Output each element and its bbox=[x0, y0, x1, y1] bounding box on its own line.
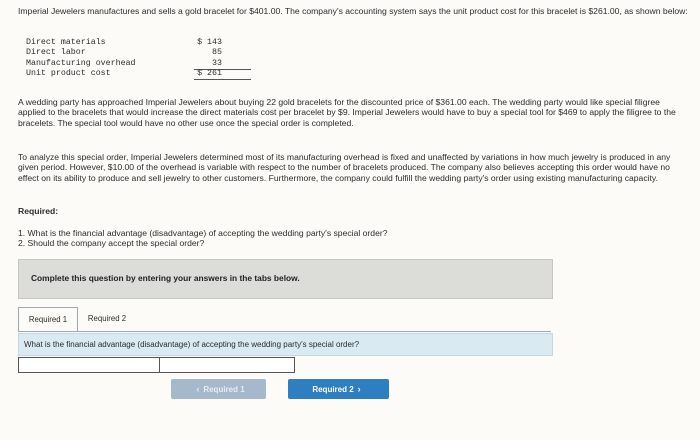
answer-label-input[interactable] bbox=[19, 362, 159, 376]
previous-required-button[interactable] bbox=[171, 379, 266, 399]
chevron-right-icon: › bbox=[357, 384, 361, 394]
instructions-text: Complete this question by entering your answers in the tabs below. bbox=[31, 273, 300, 283]
answer-label-cell bbox=[19, 358, 160, 372]
tab-divider bbox=[18, 331, 551, 332]
answer-row bbox=[18, 357, 295, 373]
cost-table bbox=[26, 38, 226, 79]
cost-label: Direct materials bbox=[26, 38, 106, 47]
answer-amount-input[interactable] bbox=[160, 362, 294, 376]
cost-label: Direct labor bbox=[26, 48, 86, 58]
next-button-label: Required 2 bbox=[312, 385, 354, 394]
problem-intro: Imperial Jewelers manufactures and sells a gold bracelet for $401.00. The company's accounting system says the unit product cost for this bracelet is $261.00, as shown below: bbox=[18, 6, 688, 16]
chevron-left-icon: ‹ bbox=[196, 384, 200, 394]
total-rule bbox=[194, 79, 251, 80]
wedding-paragraph: A wedding party has approached Imperial Jewelers about buying 22 gold bracelets for the discounted price of $361.00 each. The wedding party would like special filigree applied to the bracelets that would increase the direct materials cost per bracelet by $9. Imperial Jewelers would have to buy a special tool for $469 to apply the filigree to the bracelets. The special tool would have no other use once the special order is completed. bbox=[18, 97, 676, 128]
cost-value: 85 bbox=[212, 48, 222, 58]
next-required-button[interactable] bbox=[288, 379, 389, 399]
cost-value: $ 261 bbox=[197, 68, 222, 78]
cost-value: $ 143 bbox=[197, 38, 222, 47]
cost-row-direct-labor bbox=[26, 48, 226, 58]
required-heading: Required: bbox=[18, 206, 59, 216]
answer-amount-cell bbox=[160, 358, 294, 372]
required-question-2: 2. Should the company accept the special order? bbox=[18, 238, 205, 248]
tab-required-1[interactable]: Required 1 bbox=[18, 307, 78, 332]
cost-row-unit-product-cost bbox=[26, 69, 226, 79]
cost-label: Unit product cost bbox=[26, 68, 111, 78]
cost-value: 33 bbox=[212, 58, 222, 68]
cost-label: Manufacturing overhead bbox=[26, 58, 136, 68]
cost-row-direct-materials bbox=[26, 38, 226, 48]
tab-required-2[interactable]: Required 2 bbox=[78, 307, 136, 330]
analysis-paragraph: To analyze this special order, Imperial Jewelers determined most of its manufacturing overhead is fixed and unaffected by variations in how much jewelry is produced in any given period. However, $10.00 of the overhead is variable with respect to the number of bracelets produced. The company also believes accepting this order would have no effect on its ability to produce and sell jewelry to other customers. Furthermore, the company could fulfill the wedding party's order using existing manufacturing capacity. bbox=[18, 152, 671, 183]
instructions-banner bbox=[18, 259, 553, 299]
previous-button-label: Required 1 bbox=[203, 385, 245, 394]
question-bar bbox=[18, 333, 553, 356]
cost-row-manufacturing-overhead bbox=[26, 59, 226, 69]
question-text: What is the financial advantage (disadvantage) of accepting the wedding party's special order? bbox=[24, 340, 360, 349]
required-question-1: 1. What is the financial advantage (disadvantage) of accepting the wedding party's special order? bbox=[18, 228, 388, 238]
